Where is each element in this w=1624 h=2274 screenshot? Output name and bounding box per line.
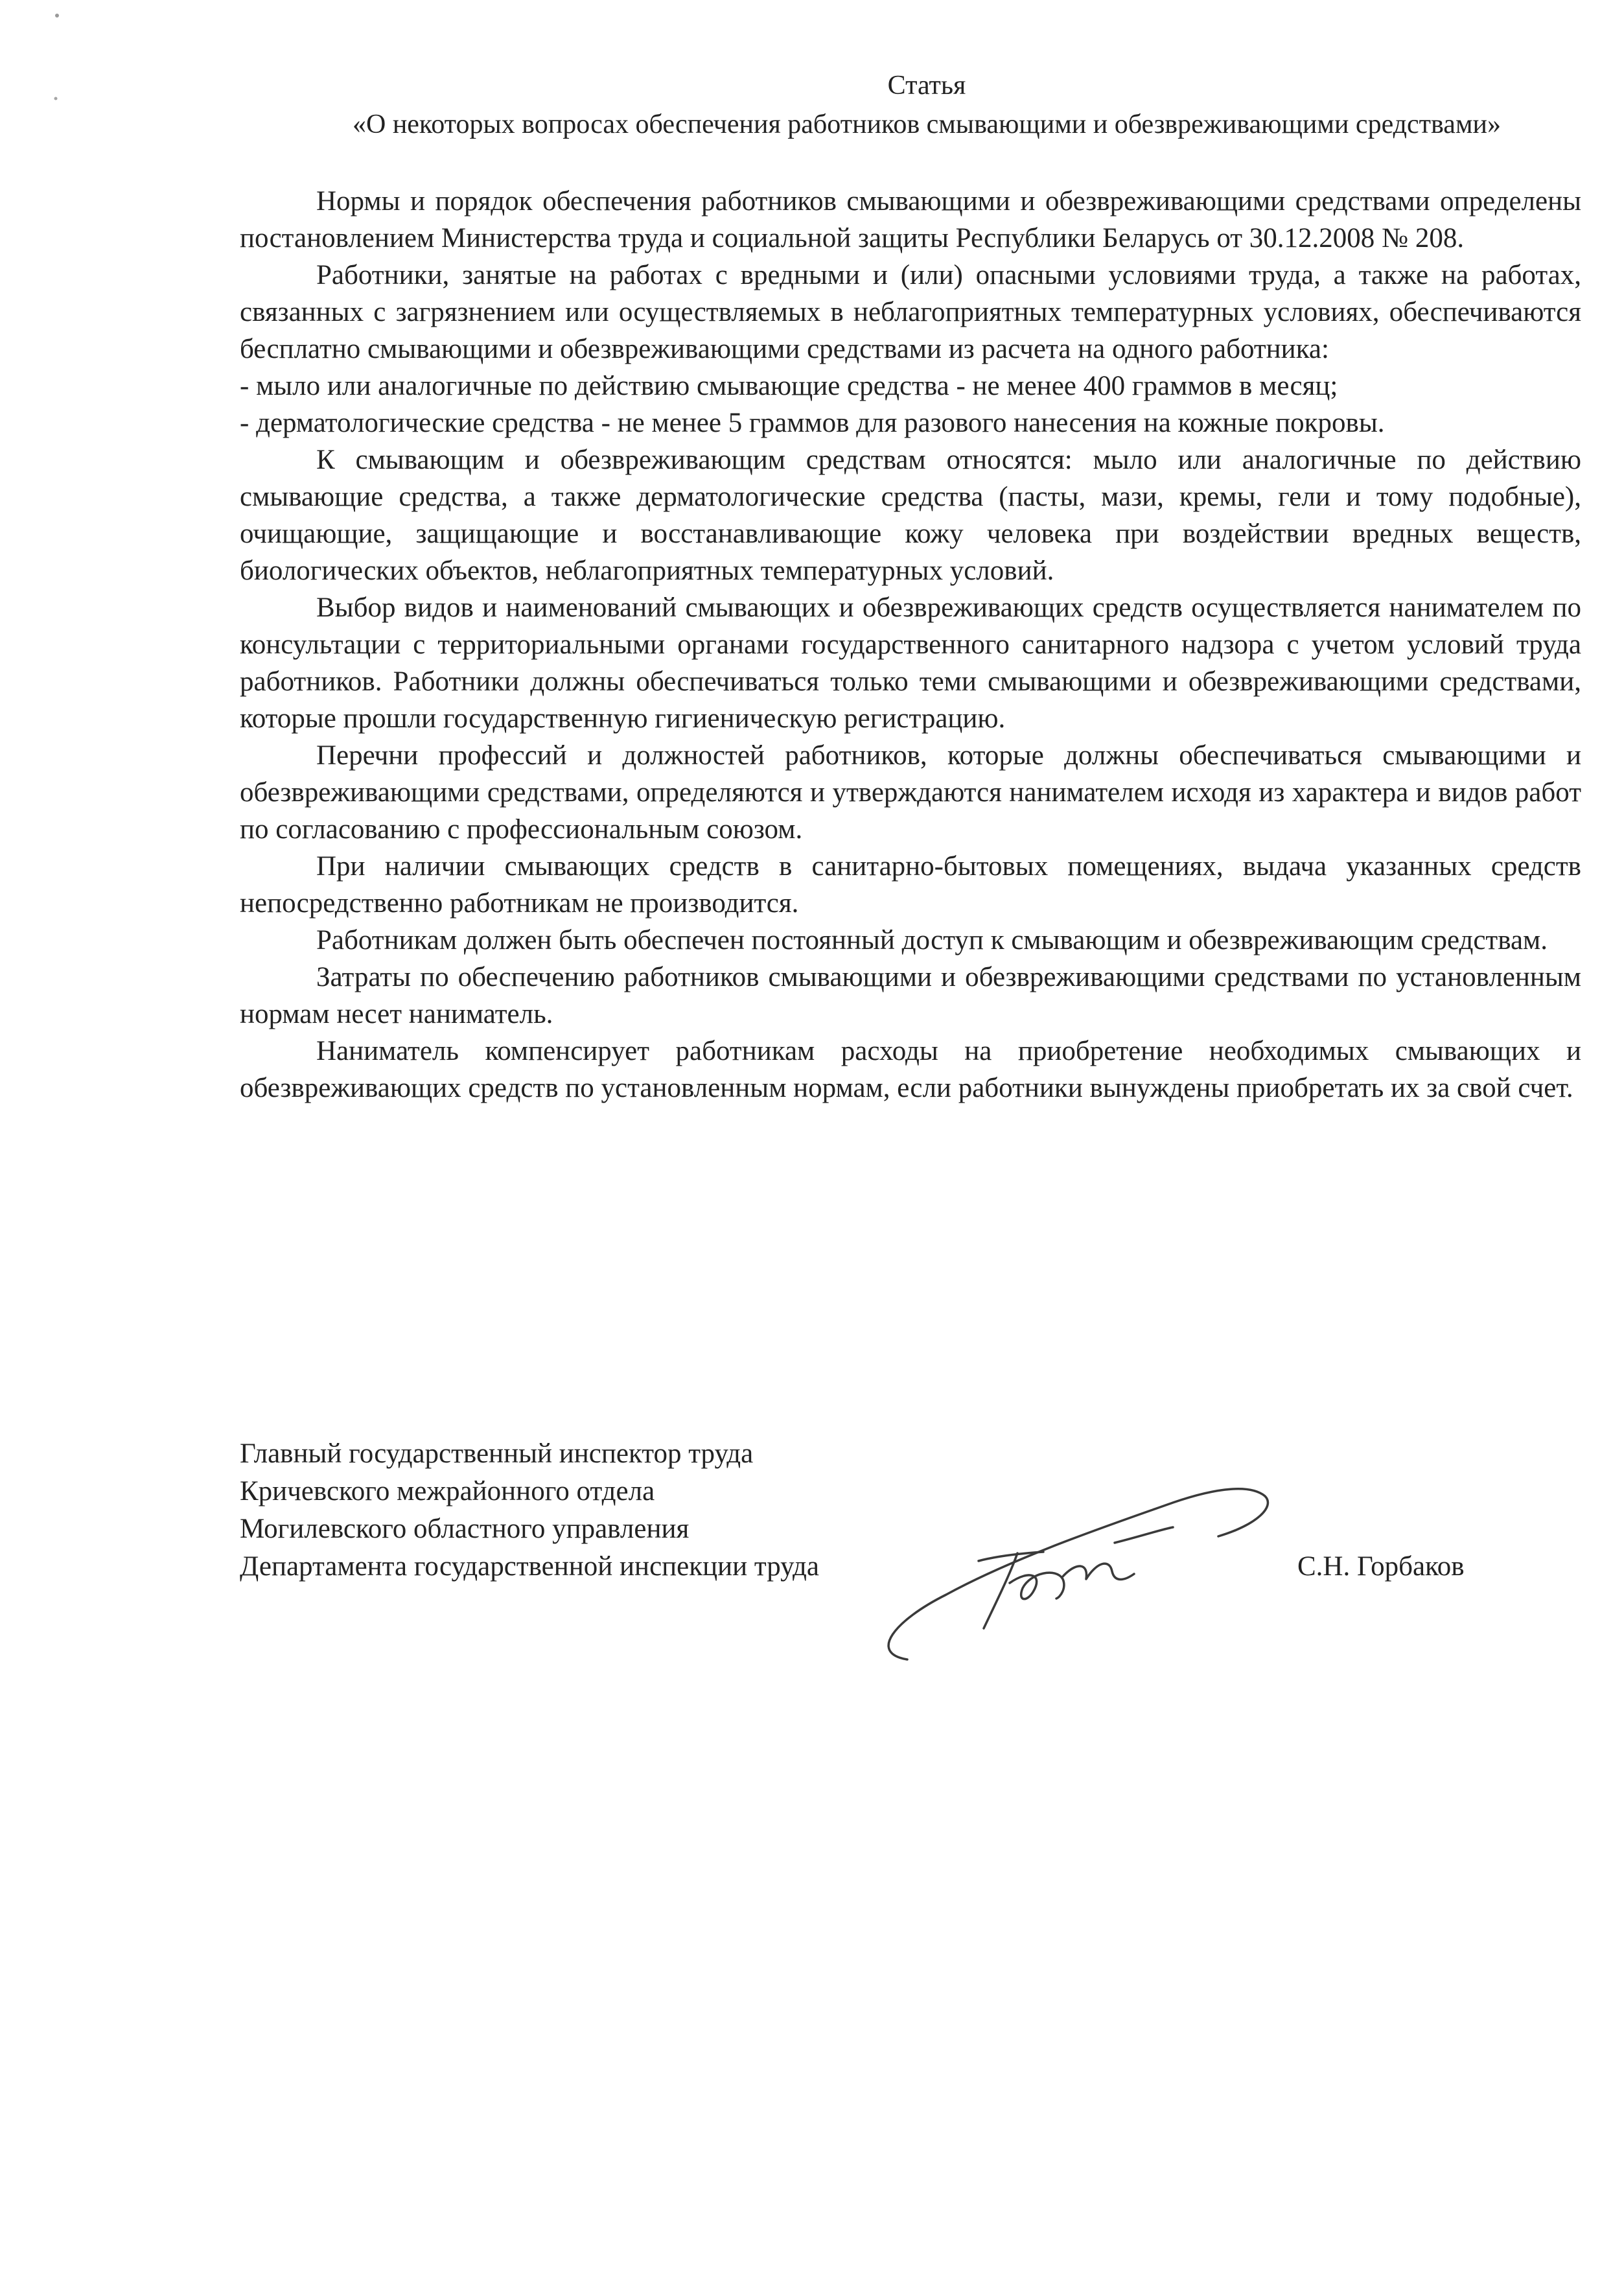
paragraph: Перечни профессий и должностей работников, которые должны обеспечиваться смывающими и обезвреживающими средствами, определяются и утверждаются нанимателем исходя из характера и видов работ по согласованию с профессиональным союзом.: [240, 740, 1581, 845]
document-title: «О некоторых вопросах обеспечения работников смывающими и обезвреживающими средствами»: [352, 110, 1502, 139]
paragraph: Наниматель компенсирует работникам расходы на приобретение необходимых смывающих и обезвреживающих средств по установленным нормам, если работники вынуждены приобретать их за свой счет.: [240, 1036, 1581, 1103]
paragraph: Затраты по обеспечению работников смывающими и обезвреживающими средствами по установленным нормам несет наниматель.: [240, 962, 1581, 1029]
signatory-name: С.Н. Горбаков: [1297, 1551, 1465, 1582]
paragraph: Работникам должен быть обеспечен постоянный доступ к смывающим и обезвреживающим средствам.: [316, 925, 1548, 955]
paragraph: К смывающим и обезвреживающим средствам относятся: мыло или аналогичные по действию смывающие средства, а также дерматологические средства (пасты, мази, кремы, гели и тому подобные), очищающие, защищающие и восстанавливающие кожу человека при воздействии вредных веществ, биологических объектов, неблагоприятных температурных условий.: [240, 445, 1581, 586]
list-item: - дерматологические средства - не менее 5 граммов для разового нанесения на кожные покровы.: [240, 408, 1385, 438]
list-item: - мыло или аналогичные по действию смывающие средства - не менее 400 граммов в месяц;: [240, 371, 1338, 401]
signatory-line: Могилевского областного управления: [240, 1514, 690, 1544]
document-body: [240, 183, 1581, 1107]
paragraph: Выбор видов и наименований смывающих и обезвреживающих средств осуществляется нанимателем по консультации с территориальными органами государственного санитарного надзора с учетом условий труда работников. Работники должны обеспечиваться только теми смывающими и обезвреживающими средствами, которые прошли государственную гигиеническую регистрацию.: [240, 592, 1581, 734]
handwritten-signature: [868, 1465, 1283, 1672]
signatory-line: Кричевского межрайонного отдела: [240, 1476, 655, 1506]
document-label: Статья: [887, 71, 966, 100]
paragraph: Нормы и порядок обеспечения работников смывающими и обезвреживающими средствами определены постановлением Министерства труда и социальной защиты Республики Беларусь от 30.12.2008 № 208.: [240, 186, 1581, 253]
signatory-position: [240, 1435, 819, 1586]
paragraph: При наличии смывающих средств в санитарно-бытовых помещениях, выдача указанных средств непосредственно работникам не производится.: [240, 851, 1581, 919]
signatory-line: Департамента государственной инспекции труда: [240, 1551, 819, 1582]
signatory-line: Главный государственный инспектор труда: [240, 1438, 754, 1469]
paragraph: Работники, занятые на работах с вредными и (или) опасными условиями труда, а также на работах, связанных с загрязнением или осуществляемых в неблагоприятных температурных условиях, обеспечиваются бесплатно смывающими и обезвреживающими средствами из расчета на одного работника:: [240, 260, 1581, 364]
